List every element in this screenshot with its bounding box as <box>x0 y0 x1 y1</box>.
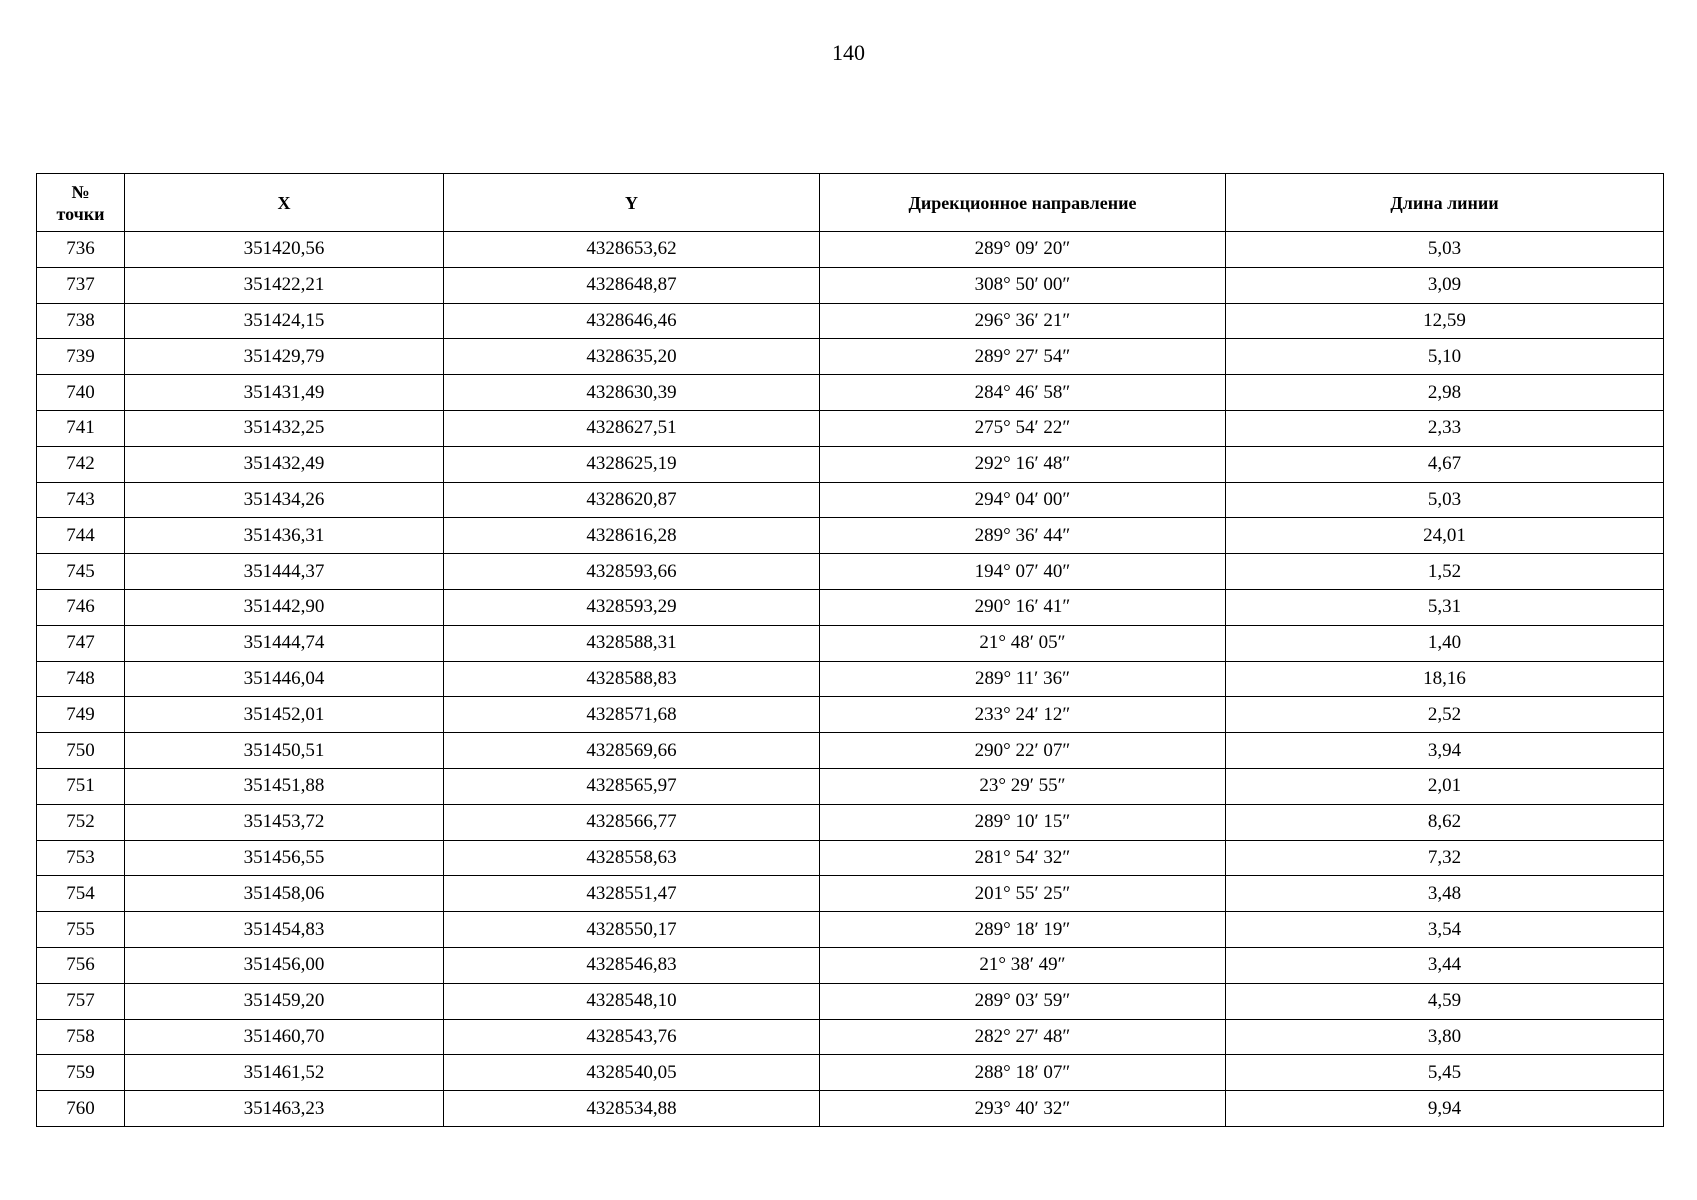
cell-direction: 21° 48′ 05″ <box>820 625 1226 661</box>
cell-direction: 289° 36′ 44″ <box>820 518 1226 554</box>
cell-y: 4328588,31 <box>444 625 820 661</box>
cell-x: 351431,49 <box>125 375 444 411</box>
cell-y: 4328540,05 <box>444 1055 820 1091</box>
cell-x: 351432,49 <box>125 446 444 482</box>
cell-line-length: 2,52 <box>1226 697 1664 733</box>
table-row <box>37 267 1664 303</box>
cell-line-length: 2,01 <box>1226 768 1664 804</box>
header-point-number-label: № точки <box>56 181 105 224</box>
cell-x: 351436,31 <box>125 518 444 554</box>
cell-x: 351454,83 <box>125 912 444 948</box>
cell-point-number: 750 <box>37 733 125 769</box>
page-number: 140 <box>832 40 865 65</box>
cell-point-number: 737 <box>37 267 125 303</box>
cell-direction: 289° 09′ 20″ <box>820 232 1226 268</box>
cell-point-number: 753 <box>37 840 125 876</box>
cell-x: 351444,74 <box>125 625 444 661</box>
cell-line-length: 2,33 <box>1226 410 1664 446</box>
cell-x: 351463,23 <box>125 1091 444 1127</box>
cell-direction: 282° 27′ 48″ <box>820 1019 1226 1055</box>
cell-x: 351451,88 <box>125 768 444 804</box>
cell-x: 351456,55 <box>125 840 444 876</box>
cell-y: 4328534,88 <box>444 1091 820 1127</box>
cell-direction: 289° 18′ 19″ <box>820 912 1226 948</box>
cell-x: 351459,20 <box>125 983 444 1019</box>
cell-line-length: 5,45 <box>1226 1055 1664 1091</box>
table-row <box>37 410 1664 446</box>
cell-point-number: 760 <box>37 1091 125 1127</box>
table-row <box>37 303 1664 339</box>
cell-point-number: 745 <box>37 554 125 590</box>
cell-line-length: 1,52 <box>1226 554 1664 590</box>
cell-direction: 292° 16′ 48″ <box>820 446 1226 482</box>
cell-y: 4328565,97 <box>444 768 820 804</box>
table-row <box>37 518 1664 554</box>
cell-direction: 294° 04′ 00″ <box>820 482 1226 518</box>
cell-y: 4328546,83 <box>444 947 820 983</box>
cell-point-number: 736 <box>37 232 125 268</box>
cell-x: 351442,90 <box>125 589 444 625</box>
table-row <box>37 804 1664 840</box>
cell-point-number: 759 <box>37 1055 125 1091</box>
cell-x: 351429,79 <box>125 339 444 375</box>
cell-x: 351422,21 <box>125 267 444 303</box>
cell-line-length: 5,03 <box>1226 482 1664 518</box>
cell-y: 4328627,51 <box>444 410 820 446</box>
cell-line-length: 3,09 <box>1226 267 1664 303</box>
cell-line-length: 5,31 <box>1226 589 1664 625</box>
cell-direction: 233° 24′ 12″ <box>820 697 1226 733</box>
cell-x: 351458,06 <box>125 876 444 912</box>
cell-direction: 21° 38′ 49″ <box>820 947 1226 983</box>
cell-y: 4328566,77 <box>444 804 820 840</box>
cell-direction: 290° 22′ 07″ <box>820 733 1226 769</box>
cell-direction: 194° 07′ 40″ <box>820 554 1226 590</box>
table-row <box>37 232 1664 268</box>
table-row <box>37 1091 1664 1127</box>
cell-point-number: 749 <box>37 697 125 733</box>
cell-point-number: 746 <box>37 589 125 625</box>
cell-direction: 289° 10′ 15″ <box>820 804 1226 840</box>
cell-line-length: 3,80 <box>1226 1019 1664 1055</box>
cell-direction: 284° 46′ 58″ <box>820 375 1226 411</box>
cell-direction: 201° 55′ 25″ <box>820 876 1226 912</box>
cell-x: 351434,26 <box>125 482 444 518</box>
table-row <box>37 625 1664 661</box>
cell-line-length: 1,40 <box>1226 625 1664 661</box>
header-direction: Дирекционное направление <box>820 174 1226 232</box>
table-row <box>37 482 1664 518</box>
cell-point-number: 755 <box>37 912 125 948</box>
cell-direction: 296° 36′ 21″ <box>820 303 1226 339</box>
table-row <box>37 1055 1664 1091</box>
cell-y: 4328616,28 <box>444 518 820 554</box>
cell-line-length: 7,32 <box>1226 840 1664 876</box>
cell-direction: 23° 29′ 55″ <box>820 768 1226 804</box>
cell-y: 4328635,20 <box>444 339 820 375</box>
cell-y: 4328593,29 <box>444 589 820 625</box>
header-y: Y <box>444 174 820 232</box>
table-row <box>37 733 1664 769</box>
coordinates-table <box>36 173 1664 1127</box>
cell-line-length: 5,10 <box>1226 339 1664 375</box>
cell-point-number: 744 <box>37 518 125 554</box>
table-row <box>37 446 1664 482</box>
cell-point-number: 741 <box>37 410 125 446</box>
cell-direction: 289° 03′ 59″ <box>820 983 1226 1019</box>
header-line-length: Длина линии <box>1226 174 1664 232</box>
cell-y: 4328646,46 <box>444 303 820 339</box>
cell-y: 4328571,68 <box>444 697 820 733</box>
cell-line-length: 12,59 <box>1226 303 1664 339</box>
cell-line-length: 18,16 <box>1226 661 1664 697</box>
table-row <box>37 375 1664 411</box>
cell-y: 4328630,39 <box>444 375 820 411</box>
cell-point-number: 758 <box>37 1019 125 1055</box>
cell-x: 351424,15 <box>125 303 444 339</box>
cell-line-length: 3,54 <box>1226 912 1664 948</box>
cell-x: 351461,52 <box>125 1055 444 1091</box>
cell-y: 4328569,66 <box>444 733 820 769</box>
table-row <box>37 697 1664 733</box>
cell-y: 4328648,87 <box>444 267 820 303</box>
cell-point-number: 740 <box>37 375 125 411</box>
cell-line-length: 9,94 <box>1226 1091 1664 1127</box>
cell-line-length: 3,44 <box>1226 947 1664 983</box>
cell-direction: 293° 40′ 32″ <box>820 1091 1226 1127</box>
cell-y: 4328620,87 <box>444 482 820 518</box>
cell-y: 4328588,83 <box>444 661 820 697</box>
cell-direction: 308° 50′ 00″ <box>820 267 1226 303</box>
cell-direction: 290° 16′ 41″ <box>820 589 1226 625</box>
cell-point-number: 742 <box>37 446 125 482</box>
cell-x: 351452,01 <box>125 697 444 733</box>
table-row <box>37 983 1664 1019</box>
table-row <box>37 554 1664 590</box>
cell-x: 351420,56 <box>125 232 444 268</box>
cell-point-number: 756 <box>37 947 125 983</box>
table-row <box>37 912 1664 948</box>
cell-y: 4328550,17 <box>444 912 820 948</box>
cell-direction: 288° 18′ 07″ <box>820 1055 1226 1091</box>
cell-y: 4328558,63 <box>444 840 820 876</box>
table-row <box>37 840 1664 876</box>
cell-point-number: 752 <box>37 804 125 840</box>
header-point-number <box>37 174 125 232</box>
cell-y: 4328543,76 <box>444 1019 820 1055</box>
cell-line-length: 24,01 <box>1226 518 1664 554</box>
table-row <box>37 661 1664 697</box>
cell-direction: 275° 54′ 22″ <box>820 410 1226 446</box>
cell-point-number: 751 <box>37 768 125 804</box>
cell-x: 351446,04 <box>125 661 444 697</box>
cell-x: 351456,00 <box>125 947 444 983</box>
cell-line-length: 4,67 <box>1226 446 1664 482</box>
cell-direction: 289° 11′ 36″ <box>820 661 1226 697</box>
cell-y: 4328593,66 <box>444 554 820 590</box>
table-header-row <box>37 174 1664 232</box>
cell-line-length: 3,94 <box>1226 733 1664 769</box>
cell-point-number: 738 <box>37 303 125 339</box>
cell-y: 4328548,10 <box>444 983 820 1019</box>
cell-line-length: 3,48 <box>1226 876 1664 912</box>
cell-point-number: 739 <box>37 339 125 375</box>
cell-line-length: 2,98 <box>1226 375 1664 411</box>
cell-y: 4328551,47 <box>444 876 820 912</box>
cell-direction: 281° 54′ 32″ <box>820 840 1226 876</box>
cell-x: 351453,72 <box>125 804 444 840</box>
cell-line-length: 4,59 <box>1226 983 1664 1019</box>
header-x: X <box>125 174 444 232</box>
cell-line-length: 5,03 <box>1226 232 1664 268</box>
cell-x: 351450,51 <box>125 733 444 769</box>
table-row <box>37 339 1664 375</box>
cell-point-number: 743 <box>37 482 125 518</box>
cell-point-number: 757 <box>37 983 125 1019</box>
cell-x: 351460,70 <box>125 1019 444 1055</box>
cell-y: 4328653,62 <box>444 232 820 268</box>
cell-point-number: 747 <box>37 625 125 661</box>
table-row <box>37 1019 1664 1055</box>
table-row <box>37 947 1664 983</box>
cell-point-number: 754 <box>37 876 125 912</box>
table-row <box>37 876 1664 912</box>
cell-x: 351444,37 <box>125 554 444 590</box>
cell-y: 4328625,19 <box>444 446 820 482</box>
cell-direction: 289° 27′ 54″ <box>820 339 1226 375</box>
table-row <box>37 768 1664 804</box>
cell-point-number: 748 <box>37 661 125 697</box>
table-row <box>37 589 1664 625</box>
cell-line-length: 8,62 <box>1226 804 1664 840</box>
cell-x: 351432,25 <box>125 410 444 446</box>
